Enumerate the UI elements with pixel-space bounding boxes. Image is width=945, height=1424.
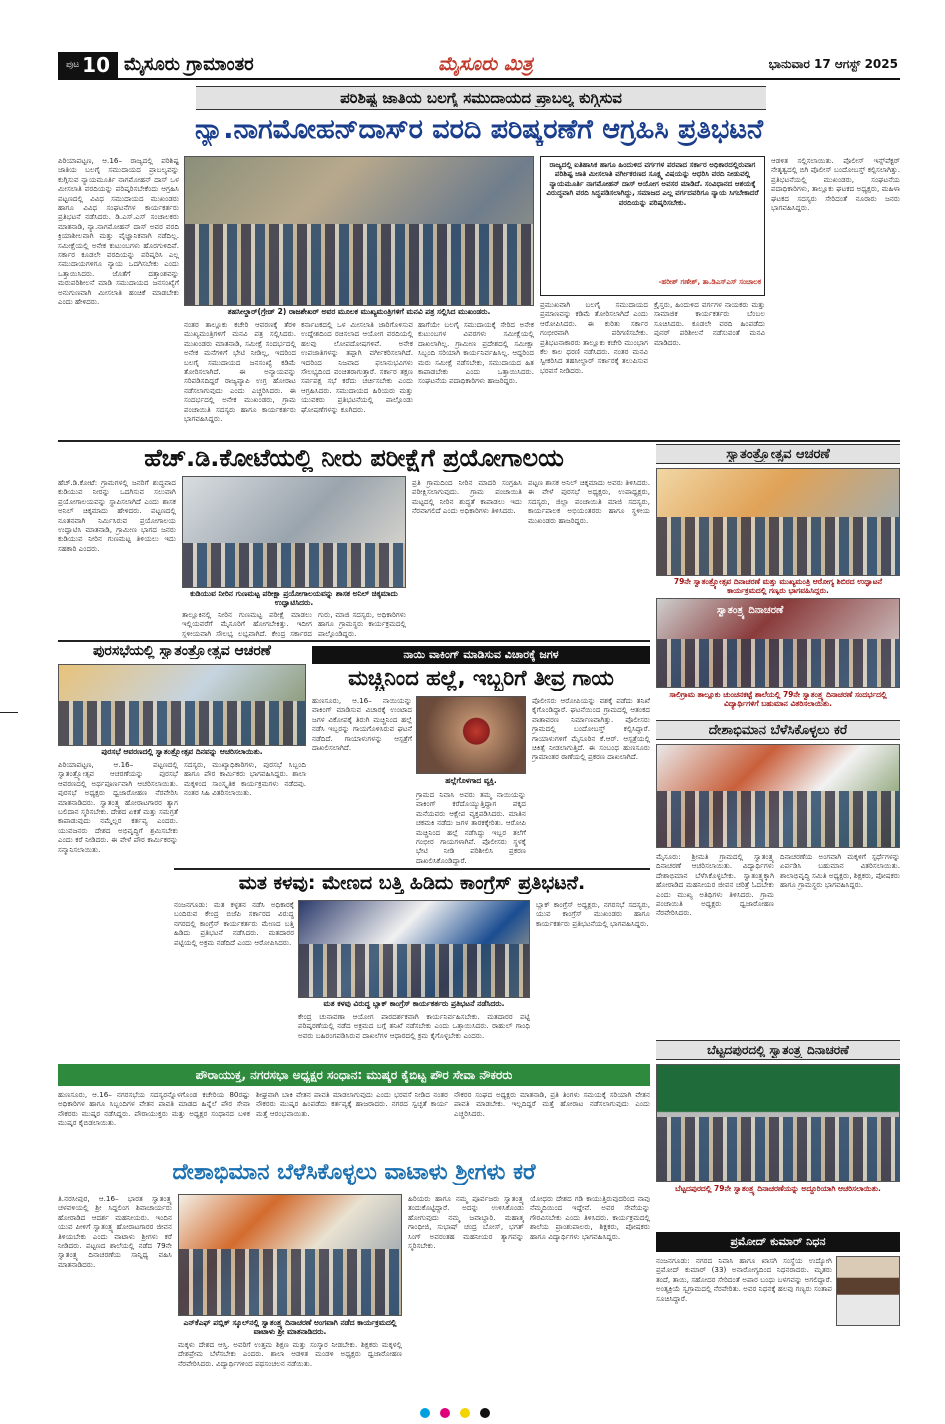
masthead [58, 50, 900, 80]
lab-photo [182, 476, 406, 588]
civic-headline: ಪೌರಾಯುಕ್ತ, ನಗರಸಭಾ ಅಧ್ಯಕ್ಷರ ಸಂಧಾನ: ಮುಷ್ಕರ ಕೈಬಿಟ್ಟ ಪೌರ ಸೇವಾ ನೌಕರರು [195, 1067, 513, 1082]
municipal-col-2: ಸದಸ್ಯರು, ಮುಖ್ಯಾಧಿಕಾರಿಗಳು, ಪುರಸಭೆ ಸಿಬ್ಬಂದಿ ಹಾಗೂ ಪೌರ ಕಾರ್ಮಿಕರು ಭಾಗವಹಿಸಿದ್ದರು. ಶಾಲಾ ಮಕ್ಕಳಿಂದ ಸಾಂಸ್ಕೃತಿಕ ಕಾರ್ಯಕ್ರಮಗಳು ನಡೆದವು. ನಂತರ ಸಿಹಿ ವಿತರಿಸಲಾಯಿತು. [184, 760, 306, 798]
lead-photo [184, 156, 534, 306]
deshabhimana-col-1: ಮೈಸೂರು: ಶ್ರೀಮತಿ ಗ್ರಾಮದಲ್ಲಿ ಸ್ವಾತಂತ್ರ್ಯ ದಿನಾಚರಣೆ ಆಚರಿಸಲಾಯಿತು. ವಿದ್ಯಾರ್ಥಿಗಳು ದೇಶಾಭಿಮಾನ ಬೆಳೆಸಿಕೊಳ್ಳಬೇಕು. ಸ್ವಾತಂತ್ರ್ಯಕ್ಕಾಗಿ ಹೋರಾಡಿದ ಮಹನೀಯರ ಜೀವನ ಚರಿತ್ರೆ ಓದಬೇಕು ಎಂದು ಮುಖ್ಯ ಅತಿಥಿಗಳು ತಿಳಿಸಿದರು. ಗ್ರಾಮ ಪಂಚಾಯಿತಿ ಅಧ್ಯಕ್ಷರು ಧ್ವಜಾರೋಹಣ ನೆರವೇರಿಸಿದರು. [656, 852, 774, 918]
lab-col-2: ತಾಲ್ಲೂಕಿನಲ್ಲಿ ನೀರಿನ ಗುಣಮಟ್ಟ ಪರೀಕ್ಷೆ ಮಾಡಲು ಇಲ್ಲಿಯವರೆಗೆ ಮೈಸೂರಿಗೆ ಹೋಗಬೇಕಿತ್ತು. ಇದೀಗ ಸ್ಥಳೀಯವಾಗಿ ಸೌಲಭ್ಯ ಲಭ್ಯವಾಗಿದೆ. ಕೇಂದ್ರ ಸರ್ಕಾರದ [182, 610, 312, 638]
theft-col-1: ನಂಜನಗೂಡು: ಮತ ಕಳ್ಳತನ ನಡೆಸಿ ಅಧಿಕಾರಕ್ಕೆ ಬಂದಿರುವ ಕೇಂದ್ರ ಬಿಜೆಪಿ ಸರ್ಕಾರದ ವಿರುದ್ಧ ನಗರದಲ್ಲಿ ಕಾಂಗ್ರೆಸ್ ಕಾರ್ಯಕರ್ತರು ಮೇಣದ ಬತ್ತಿ ಹಿಡಿದು ಪ್ರತಿಭಟನೆ ನಡೆಸಿದರು. ಮತದಾರರ ಪಟ್ಟಿಯಲ್ಲಿ ಅಕ್ರಮ ನಡೆದಿದೆ ಎಂದು ಆರೋಪಿಸಿದರು. [174, 900, 294, 947]
deshabhimana-col-2: ದಿನಾಚರಣೆಯ ಅಂಗವಾಗಿ ಮಕ್ಕಳಿಗೆ ಸ್ಪರ್ಧೆಗಳನ್ನು ಏರ್ಪಡಿಸಿ ಬಹುಮಾನ ವಿತರಿಸಲಾಯಿತು. ಶಾಲಾಭಿವೃದ್ಧಿ ಸಮಿತಿ ಅಧ್ಯಕ್ಷರು, ಶಿಕ್ಷಕರು, ಪೋಷಕರು ಹಾಗೂ ಗ್ರಾಮಸ್ಥರು ಭಾಗವಹಿಸಿದ್ದರು. [780, 852, 900, 890]
municipal-caption: ಪುರಸಭೆ ಆವರಣದಲ್ಲಿ ಸ್ವಾತಂತ್ರ್ಯೋತ್ಸವ ದಿನವನ್ನು ಆಚರಿಸಲಾಯಿತು. [101, 747, 263, 756]
theft-col-2: ಕೇಂದ್ರ ಚುನಾವಣಾ ಆಯೋಗ ಪಾರದರ್ಶಕವಾಗಿ ಕಾರ್ಯನಿರ್ವಹಿಸಬೇಕು. ಮತದಾರರ ಪಟ್ಟಿ ಪರಿಷ್ಕರಣೆಯಲ್ಲಿ ನಡೆದ ಅಕ್ರಮದ ಬಗ್ಗೆ ತನಿಖೆ ನಡೆಸಬೇಕು ಎಂದು ಒತ್ತಾಯಿಸಿದರು. ರಾಹುಲ್ ಗಾಂಧಿ ಅವರು ಬಹಿರಂಗಪಡಿಸಿರುವ ದಾಖಲೆಗಳ ಆಧಾರದಲ್ಲಿ ಕ್ರಮ ಕೈಗೊಳ್ಳಬೇಕು ಎಂದರು. [298, 1012, 530, 1040]
municipal-photo [58, 664, 306, 746]
deshabhimana-header: ದೇಶಾಭಿಮಾನ ಬೆಳೆಸಿಕೊಳ್ಳಲು ಕರೆ [708, 722, 848, 738]
theft-headline: ಮತ ಕಳವು: ಮೇಣದ ಬತ್ತಿ ಹಿಡಿದು ಕಾಂಗ್ರೆಸ್ ಪ್ರತಿಭಟನೆ. [238, 872, 586, 894]
lead-col-7: ಆಡಳಿತ ಸಲ್ಲಿಸಲಾಯಿತು. ಪೊಲೀಸ್ ಇನ್ಸ್‌ಪೆಕ್ಟರ್ ನೇತೃತ್ವದಲ್ಲಿ ಬಿಗಿ ಪೊಲೀಸ್ ಬಂದೋಬಸ್ತ್ ಕಲ್ಪಿಸಲಾಗಿತ್ತು. ಪ್ರತಿಭಟನೆಯಲ್ಲಿ ಮುಖಂಡರು, ಸಂಘಟನೆಯ ಪದಾಧಿಕಾರಿಗಳು, ತಾಲ್ಲೂಕು ಘಟಕದ ಅಧ್ಯಕ್ಷರು, ಮಹಿಳಾ ಘಟಕದ ಸದಸ್ಯರು ಸೇರಿದಂತೆ ನೂರಾರು ಜನರು ಭಾಗವಹಿಸಿದ್ದರು. [771, 156, 900, 213]
trim-mark [0, 712, 18, 713]
page-number-box [58, 52, 118, 78]
municipal-headline: ಪುರಸಭೆಯಲ್ಲಿ ಸ್ವಾತಂತ್ರ್ಯೋತ್ಸವ ಆಚರಣೆ [93, 643, 271, 659]
lab-photo-caption: ಕುಡಿಯುವ ನೀರಿನ ಗುಣಮಟ್ಟ ಪರೀಕ್ಷಾ ಪ್ರಯೋಗಾಲಯವನ್ನು ಶಾಸಕ ಅನಿಲ್ ಚಿಕ್ಕಮಾದು ಉದ್ಘಾಟಿಸಿದರು. [190, 589, 398, 607]
lead-col-2: ನಂತರ ತಾಲ್ಲೂಕು ಕಚೇರಿ ಆವರಣಕ್ಕೆ ತೆರಳಿ ಮುಖ್ಯಮಂತ್ರಿಗಳಿಗೆ ಮನವಿ ಪತ್ರ ಸಲ್ಲಿಸಿದರು. ಮುಖಂಡರು ಮಾತನಾಡಿ, ಸಮೀಕ್ಷೆ ಸಂದರ್ಭದಲ್ಲಿ ಅನೇಕ ಮನೆಗಳಿಗೆ ಭೇಟಿ ನೀಡಿಲ್ಲ, ಇದರಿಂದ ಬಲಗೈ ಸಮುದಾಯದ ಜನಸಂಖ್ಯೆ ಕಡಿಮೆ ತೋರಿಸಲಾಗಿದೆ. ಈ ಅನ್ಯಾಯವನ್ನು ಸರಿಪಡಿಸದಿದ್ದರೆ ರಾಜ್ಯವ್ಯಾಪಿ ಉಗ್ರ ಹೋರಾಟ ನಡೆಸಲಾಗುವುದು ಎಂದು ಎಚ್ಚರಿಸಿದರು. ಈ ಸಂದರ್ಭದಲ್ಲಿ ಅನೇಕ ಮುಖಂಡರು, ಗ್ರಾಮ ಪಂಚಾಯಿತಿ ಸದಸ್ಯರು ಹಾಗೂ ಕಾರ್ಯಕರ್ತರು ಭಾಗವಹಿಸಿದ್ದರು. [184, 320, 296, 424]
assault-photo [416, 696, 526, 774]
bottom-headline: ದೇಶಾಭಿಮಾನ ಬೆಳೆಸಿಕೊಳ್ಳಲು ವಾಟಾಳು ಶ್ರೀಗಳು ಕರೆ [172, 1160, 536, 1185]
civic-col-3: ನೌಕರರ ಸಂಘದ ಅಧ್ಯಕ್ಷರು ಮಾತನಾಡಿ, ಪ್ರತಿ ತಿಂಗಳು ಸಮಯಕ್ಕೆ ಸರಿಯಾಗಿ ವೇತನ ಪಾವತಿ ಮಾಡಬೇಕು. ಇಲ್ಲದಿದ್ದರೆ ಮತ್ತೆ ಹೋರಾಟ ನಡೆಸಲಾಗುವುದು ಎಂದು ಎಚ್ಚರಿಸಿದರು. [454, 1090, 650, 1118]
lab-headline: ಹೆಚ್.ಡಿ.ಕೋಟೆಯಲ್ಲಿ ನೀರು ಪರೀಕ್ಷೆಗೆ ಪ್ರಯೋಗಾಲಯ [144, 444, 564, 472]
registration-mark-magenta [440, 1408, 450, 1418]
page-label: ಪುಟ [65, 60, 80, 70]
independence-photo-1 [656, 468, 900, 576]
civic-col-1: ಹುಣಸೂರು, ಆ.16– ನಗರಸಭೆಯ ಸದಸ್ಯರನ್ನೊಳಗೊಂಡ ಕಚೇರಿಯ 80ರಷ್ಟು ಅಧಿಕಾರಿಗಳ ಹಾಗೂ ಸಿಬ್ಬಂದಿಗಳ ವೇತನ ಪಾವತಿ ಮಾಡದ ಹಿನ್ನೆಲೆ ಪೌರ ಸೇವಾ ನೌಕರರು ಮುಷ್ಕರ ನಡೆಸಿದ್ದರು. ಪೌರಾಯುಕ್ತರು ಮತ್ತು ಅಧ್ಯಕ್ಷರ ಸಂಧಾನದ ಬಳಿಕ ಮುಷ್ಕರ ಕೈಬಿಡಲಾಯಿತು. [58, 1090, 250, 1128]
theft-photo [298, 900, 530, 998]
obituary-header-band [656, 1232, 900, 1252]
lead-kicker: ಪರಿಶಿಷ್ಟ ಜಾತಿಯ ಬಲಗೈ ಸಮುದಾಯದ ಪ್ರಾಬಲ್ಯ ಕುಗ್ಗಿಸುವ [340, 89, 622, 107]
lab-col-1: ಹೆಚ್.ಡಿ.ಕೋಟೆ: ಗ್ರಾಮಗಳಲ್ಲಿ ಜನರಿಗೆ ಶುದ್ಧವಾದ ಕುಡಿಯುವ ನೀರನ್ನು ಒದಗಿಸುವ ಸಲುವಾಗಿ ಪ್ರಯೋಗಾಲಯವನ್ನು ಸ್ಥಾಪಿಸಲಾಗಿದೆ ಎಂದು ಶಾಸಕ ಅನಿಲ್ ಚಿಕ್ಕಮಾದು ಹೇಳಿದರು. ಪಟ್ಟಣದಲ್ಲಿ ನೂತನವಾಗಿ ನಿರ್ಮಿಸಿರುವ ಪ್ರಯೋಗಾಲಯ ಉದ್ಘಾಟಿಸಿ ಮಾತನಾಡಿ, ಗ್ರಾಮೀಣ ಭಾಗದ ಜನರು ಕುಡಿಯುವ ನೀರಿನ ಗುಣಮಟ್ಟ ತಿಳಿಯಲು ಇದು ಸಹಕಾರಿ ಎಂದರು. [58, 478, 176, 553]
deshabhimana-photo [656, 744, 900, 848]
lead-col-6: ಕ್ರೈಸ್ತರು, ಹಿಂದುಳಿದ ವರ್ಗಗಳ ನಾಯಕರು ಮತ್ತು ಸಾಮಾಜಿಕ ಕಾರ್ಯಕರ್ತರು ಬೆಂಬಲ ಸೂಚಿಸಿದರು. ಕೂಡಲೇ ವರದಿ ಹಿಂಪಡೆದು ಪುನರ್ ಪರಿಶೀಲನೆ ನಡೆಸುವಂತೆ ಮನವಿ ಮಾಡಿದರು. [654, 300, 765, 347]
lead-quote-box [540, 156, 765, 296]
independence-header: ಸ್ವಾತಂತ್ರ್ಯೋತ್ಸವ ಆಚರಣೆ [726, 446, 830, 462]
banner-text: ಸ್ವಾತಂತ್ರ್ಯ ದಿನಾಚರಣೆ [717, 605, 784, 616]
bettada-caption: ಬೆಟ್ಟದಪುರದಲ್ಲಿ 79ನೇ ಸ್ವಾತಂತ್ರ್ಯ ದಿನಾಚರಣೆಯನ್ನು ಅದ್ದೂರಿಯಾಗಿ ಆಚರಿಸಲಾಯಿತು. [675, 1184, 881, 1193]
lead-headline: ನ್ಯಾ.ನಾಗಮೋಹನ್‌ದಾಸ್‌ರ ವರದಿ ಪರಿಷ್ಕರಣೆಗೆ ಆಗ್ರಹಿಸಿ ಪ್ರತಿಭಟನೆ [194, 114, 764, 145]
bottom-col-4: ಯೋಧರು ದೇಶದ ಗಡಿ ಕಾಯುತ್ತಿರುವುದರಿಂದ ನಾವು ನೆಮ್ಮದಿಯಿಂದ ಇದ್ದೇವೆ. ಅವರ ಸೇವೆಯನ್ನು ಗೌರವಿಸಬೇಕು ಎಂದು ತಿಳಿಸಿದರು. ಕಾರ್ಯಕ್ರಮದಲ್ಲಿ ಶಾಲೆಯ ಪ್ರಾಂಶುಪಾಲರು, ಶಿಕ್ಷಕರು, ಪೋಷಕರು ಹಾಗೂ ವಿದ್ಯಾರ್ಥಿಗಳು ಭಾಗವಹಿಸಿದ್ದರು. [530, 1194, 650, 1241]
bottom-col-1: ತಿ.ನರಸೀಪುರ, ಆ.16– ಭಾರತ ಸ್ವಾತಂತ್ರ್ಯ ಚಳವಳಿಯಲ್ಲಿ ಶ್ರೀ ಸಿದ್ದಲಿಂಗ ಶಿವಾಚಾರ್ಯರು ಹೋರಾಡಿದ ಆದರ್ಶ ಮಹನೀಯರು. ಇಂದಿನ ಯುವ ಪೀಳಿಗೆ ಸ್ವಾತಂತ್ರ್ಯ ಹೋರಾಟಗಾರರ ಜೀವನ ತಿಳಿಯಬೇಕು ಎಂದು ವಾಟಾಳು ಶ್ರೀಗಳು ಕರೆ ನೀಡಿದರು. ಪಟ್ಟಣದ ಶಾಲೆಯಲ್ಲಿ ನಡೆದ 79ನೇ ಸ್ವಾತಂತ್ರ್ಯ ದಿನಾಚರಣೆಯ ಸಾನ್ನಿಧ್ಯ ವಹಿಸಿ ಮಾತನಾಡಿದರು. [58, 1194, 172, 1269]
theft-col-3: ಬ್ಲಾಕ್ ಕಾಂಗ್ರೆಸ್ ಅಧ್ಯಕ್ಷರು, ನಗರಸಭೆ ಸದಸ್ಯರು, ಯುವ ಕಾಂಗ್ರೆಸ್ ಮುಖಂಡರು ಹಾಗೂ ಕಾರ್ಯಕರ್ತರು ಪ್ರತಿಭಟನೆಯಲ್ಲಿ ಭಾಗವಹಿಸಿದ್ದರು. [536, 900, 650, 928]
lead-col-4: ಹಾಗೆಯೇ ಬಲಗೈ ಸಮುದಾಯಕ್ಕೆ ಸೇರಿದ ಅನೇಕ ಕುಟುಂಬಗಳ ವಿವರಗಳು ಸಮೀಕ್ಷೆಯಲ್ಲಿ ದಾಖಲಾಗಿಲ್ಲ. ಗ್ರಾಮೀಣ ಪ್ರದೇಶದಲ್ಲಿ ಸಮೀಕ್ಷಾ ಸಿಬ್ಬಂದಿ ಸರಿಯಾಗಿ ಕಾರ್ಯನಿರ್ವಹಿಸಿಲ್ಲ. ಆದ್ದರಿಂದ ಮರು ಸಮೀಕ್ಷೆ ನಡೆಸಬೇಕು, ಸಮುದಾಯದ ಹಿತ ಕಾಪಾಡಬೇಕು ಎಂದು ಒತ್ತಾಯಿಸಿದರು. ಸಂಘಟನೆಯ ಪದಾಧಿಕಾರಿಗಳು ಹಾಜರಿದ್ದರು. [418, 320, 534, 386]
independence-caption-1: 79ನೇ ಸ್ವಾತಂತ್ರ್ಯೋತ್ಸವ ದಿನಾಚರಣೆ ಮತ್ತು ಮುಖ್ಯಮಂತ್ರಿ ಆರೋಗ್ಯ ಶಿಬಿರದ ಉದ್ಘಾಟನೆ ಕಾರ್ಯಕ್ರಮದಲ್ಲಿ ಗಣ್ಯರು ಭಾಗವಹಿಸಿದ್ದರು. [673, 577, 883, 595]
lead-quote-author: -ಹರೀಶ್ ಗಣೇಶ್, ತಾ.ಡಿಎಸ್‌ಎಸ್ ಸಂಚಾಲಕ [658, 278, 761, 286]
assault-col-1: ಹುಣಸೂರು, ಆ.16– ನಾಯಿಯನ್ನು ವಾಕಿಂಗ್ ಮಾಡಿಸುವ ವಿಚಾರಕ್ಕೆ ಉಂಟಾದ ಜಗಳ ವಿಕೋಪಕ್ಕೆ ತಿರುಗಿ ಮಚ್ಚಿನಿಂದ ಹಲ್ಲೆ ನಡೆಸಿ ಇಬ್ಬರನ್ನು ಗಾಯಗೊಳಿಸಿರುವ ಘಟನೆ ನಡೆದಿದೆ. ಗಾಯಾಳುಗಳನ್ನು ಆಸ್ಪತ್ರೆಗೆ ದಾಖಲಿಸಲಾಗಿದೆ. [312, 696, 412, 753]
registration-mark-cyan [420, 1408, 430, 1418]
paper-name: ಮೈಸೂರು ಮಿತ್ರ [438, 53, 533, 75]
theft-caption: ಮತ ಕಳವು ವಿರುದ್ಧ ಬ್ಲಾಕ್ ಕಾಂಗ್ರೆಸ್ ಕಾರ್ಯಕರ್ತರು ಪ್ರತಿಭಟನೆ ನಡೆಸಿದರು. [323, 999, 505, 1008]
municipal-col-1: ಪಿರಿಯಾಪಟ್ಟಣ, ಆ.16– ಪಟ್ಟಣದಲ್ಲಿ ಸ್ವಾತಂತ್ರ್ಯೋತ್ಸವ ಆಚರಣೆಯನ್ನು ಪುರಸಭೆ ಆವರಣದಲ್ಲಿ ಅರ್ಥಪೂರ್ಣವಾಗಿ ಆಚರಿಸಲಾಯಿತು. ಪುರಸಭೆ ಅಧ್ಯಕ್ಷರು ಧ್ವಜಾರೋಹಣ ನೆರವೇರಿಸಿ ಮಾತನಾಡಿದರು. ಸ್ವಾತಂತ್ರ್ಯ ಹೋರಾಟಗಾರರ ತ್ಯಾಗ ಬಲಿದಾನ ಸ್ಮರಿಸಬೇಕು. ದೇಶದ ಏಕತೆ ಮತ್ತು ಸಮಗ್ರತೆ ಕಾಪಾಡುವುದು ನಮ್ಮೆಲ್ಲರ ಕರ್ತವ್ಯ ಎಂದರು. ಯುವಜನರು ದೇಶದ ಅಭಿವೃದ್ಧಿಗೆ ಶ್ರಮಿಸಬೇಕು ಎಂದು ಕರೆ ನೀಡಿದರು. ಈ ವೇಳೆ ಪೌರ ಕಾರ್ಮಿಕರನ್ನು ಸನ್ಮಾನಿಸಲಾಯಿತು. [58, 760, 178, 854]
issue-date: ಭಾನುವಾರ 17 ಆಗಸ್ಟ್ 2025 [768, 57, 898, 71]
independence-header-band [656, 444, 900, 464]
assault-kicker: ನಾಯಿ ವಾಕಿಂಗ್ ಮಾಡಿಸುವ ವಿಚಾರಕ್ಕೆ ಜಗಳ [403, 648, 559, 661]
obituary-text: ನಂಜನಗೂಡು: ನಗರದ ನಿವಾಸಿ ಹಾಗೂ ಖಾಸಗಿ ಸಂಸ್ಥೆಯ ಉದ್ಯೋಗಿ ಪ್ರಮೋದ್ ಕುಮಾರ್ (33) ಅನಾರೋಗ್ಯದಿಂದ ನಿಧನರಾದರು. ಮೃತರು ತಂದೆ, ತಾಯಿ, ಸಹೋದರ ಸೇರಿದಂತೆ ಅಪಾರ ಬಂಧು ಬಳಗವನ್ನು ಅಗಲಿದ್ದಾರೆ. ಅಂತ್ಯಕ್ರಿಯೆ ಸ್ವಗ್ರಾಮದಲ್ಲಿ ನೆರವೇರಿತು. ಅವರ ನಿಧನಕ್ಕೆ ಹಲವು ಗಣ್ಯರು ಸಂತಾಪ ಸೂಚಿಸಿದ್ದಾರೆ. [656, 1256, 832, 1303]
section-title: ಮೈಸೂರು ಗ್ರಾಮಾಂತರ [124, 54, 254, 75]
lead-col-1: ಪಿರಿಯಾಪಟ್ಟಣ, ಆ.16– ರಾಜ್ಯದಲ್ಲಿ ಪರಿಶಿಷ್ಟ ಜಾತಿಯ ಬಲಗೈ ಸಮುದಾಯದ ಪ್ರಾಬಲ್ಯವನ್ನು ಕುಗ್ಗಿಸುವ ನ್ಯಾಯಮೂರ್ತಿ ನಾಗಮೋಹನ್ ದಾಸ್ ಒಳ ಮೀಸಲಾತಿ ವರದಿಯನ್ನು ಪರಿಷ್ಕರಿಸಬೇಕೆಂದು ಆಗ್ರಹಿಸಿ ಪಟ್ಟಣದಲ್ಲಿ ವಿವಿಧ ಸಮುದಾಯದ ಮುಖಂಡರು ಹಾಗೂ ವಿವಿಧ ಸಂಘಟನೆಗಳ ಕಾರ್ಯಕರ್ತರು ಪ್ರತಿಭಟನೆ ನಡೆಸಿದರು. ಡಿ.ಎಸ್.ಎಸ್ ಸಂಚಾಲಕರು ಮಾತನಾಡಿ, ನ್ಯಾ.ನಾಗಮೋಹನ್ ದಾಸ್ ಅವರ ವರದಿ ಕ್ರಿಯಾಶೀಲವಾಗಿ ಮತ್ತು ವೈಜ್ಞಾನಿಕವಾಗಿ ನಡೆದಿಲ್ಲ. ಸಮೀಕ್ಷೆಯಲ್ಲಿ ಅನೇಕ ಕುಟುಂಬಗಳು ಹೊರಗುಳಿದಿವೆ. ಸರ್ಕಾರ ಕೂಡಲೇ ವರದಿಯನ್ನು ಪರಿಷ್ಕರಿಸಿ ಎಲ್ಲ ಸಮುದಾಯಗಳಿಗೂ ನ್ಯಾಯ ಒದಗಿಸಬೇಕು ಎಂದು ಒತ್ತಾಯಿಸಿದರು. ಜೊತೆಗೆ ದತ್ತಾಂಶವನ್ನು ಮರುಪರಿಶೀಲನೆ ಮಾಡಿ ಸಮುದಾಯದ ಜನಸಂಖ್ಯೆಗೆ ಅನುಗುಣವಾಗಿ ಮೀಸಲಾತಿ ಹಂಚಿಕೆ ಮಾಡಬೇಕು ಎಂದು ಹೇಳಿದರು. [58, 156, 179, 307]
lead-kicker-band [196, 86, 766, 110]
obituary-portrait [836, 1256, 900, 1326]
divider [58, 640, 650, 642]
registration-mark-black [480, 1408, 490, 1418]
assault-col-3: ಪೊಲೀಸರು ಆರೋಪಿಯನ್ನು ವಶಕ್ಕೆ ಪಡೆದು ತನಿಖೆ ಕೈಗೊಂಡಿದ್ದಾರೆ. ಘಟನೆಯಿಂದ ಗ್ರಾಮದಲ್ಲಿ ಆತಂಕದ ವಾತಾವರಣ ನಿರ್ಮಾಣವಾಗಿತ್ತು. ಪೊಲೀಸರು ಗ್ರಾಮದಲ್ಲಿ ಬಂದೋಬಸ್ತ್ ಕಲ್ಪಿಸಿದ್ದಾರೆ. ಗಾಯಾಳುಗಳಿಗೆ ಮೈಸೂರಿನ ಕೆ.ಆರ್. ಆಸ್ಪತ್ರೆಯಲ್ಲಿ ಚಿಕಿತ್ಸೆ ನೀಡಲಾಗುತ್ತಿದೆ. ಈ ಸಂಬಂಧ ಹುಣಸೂರು ಗ್ರಾಮಾಂತರ ಠಾಣೆಯಲ್ಲಿ ಪ್ರಕರಣ ದಾಖಲಾಗಿದೆ. [532, 696, 650, 762]
divider [174, 868, 650, 870]
lab-col-5: ಪಟ್ಟಣ ಶಾಸಕ ಅನಿಲ್ ಚಿಕ್ಕಮಾದು ಅವರು ತಿಳಿಸಿದರು. ಈ ವೇಳೆ ಪುರಸಭೆ ಅಧ್ಯಕ್ಷರು, ಉಪಾಧ್ಯಕ್ಷರು, ಸದಸ್ಯರು, ಜಿಲ್ಲಾ ಪಂಚಾಯಿತಿ ಮಾಜಿ ಸದಸ್ಯರು, ಕಾರ್ಯಪಾಲಕ ಅಭಿಯಂತರರು ಹಾಗೂ ಸ್ಥಳೀಯ ಮುಖಂಡರು ಹಾಜರಿದ್ದರು. [528, 478, 650, 525]
bottom-col-2: ಮಕ್ಕಳು ದೇಶದ ಆಸ್ತಿ. ಅವರಿಗೆ ಉತ್ತಮ ಶಿಕ್ಷಣ ಮತ್ತು ಸಂಸ್ಕಾರ ನೀಡಬೇಕು. ಶಿಕ್ಷಕರು ಮಕ್ಕಳಲ್ಲಿ ದೇಶಪ್ರೇಮ ಬೆಳೆಸಬೇಕು ಎಂದರು. ಶಾಲಾ ಆಡಳಿತ ಮಂಡಳಿ ಅಧ್ಯಕ್ಷರು ಧ್ವಜಾರೋಹಣ ನೆರವೇರಿಸಿದರು. ವಿದ್ಯಾರ್ಥಿಗಳಿಂದ ಪಥಸಂಚಲನ ನಡೆಯಿತು. [178, 1340, 402, 1368]
lab-col-4: ಪ್ರತಿ ಗ್ರಾಮದಿಂದ ನೀರಿನ ಮಾದರಿ ಸಂಗ್ರಹಿಸಿ ಪರೀಕ್ಷಿಸಲಾಗುವುದು. ಗ್ರಾಮ ಪಂಚಾಯಿತಿ ಮಟ್ಟದಲ್ಲಿ ನೀರಿನ ಶುದ್ಧತೆ ಕಾಪಾಡಲು ಇದು ನೆರವಾಗಲಿದೆ ಎಂದು ಅಧಿಕಾರಿಗಳು ತಿಳಿಸಿದರು. [412, 478, 522, 516]
registration-mark-yellow [460, 1408, 470, 1418]
bettada-header: ಬೆಟ್ಟದಪುರದಲ್ಲಿ ಸ್ವಾತಂತ್ರ್ಯ ದಿನಾಚರಣೆ [707, 1042, 849, 1057]
independence-photo-2 [656, 598, 900, 688]
lead-col-3: ಕರ್ನಾಟಕದಲ್ಲಿ ಒಳ ಮೀಸಲಾತಿ ಜಾರಿಗೊಳಿಸುವ ಉದ್ದೇಶದಿಂದ ರಚಿಸಲಾದ ಆಯೋಗ ವರದಿಯಲ್ಲಿ ಹಲವು ಲೋಪದೋಷಗಳಿವೆ. ಅನೇಕ ಉಪಜಾತಿಗಳನ್ನು ತಪ್ಪಾಗಿ ವರ್ಗೀಕರಿಸಲಾಗಿದೆ. ಇದರಿಂದ ನಿಜವಾದ ಫಲಾನುಭವಿಗಳು ಸೌಲಭ್ಯದಿಂದ ವಂಚಿತರಾಗುತ್ತಾರೆ. ಸರ್ಕಾರ ತಕ್ಷಣ ಸರ್ವಪಕ್ಷ ಸಭೆ ಕರೆದು ಚರ್ಚಿಸಬೇಕು ಎಂದು ಆಗ್ರಹಿಸಿದರು. ಸಮುದಾಯದ ಹಿರಿಯರು ಮತ್ತು ಯುವಕರು ಪ್ರತಿಭಟನೆಯಲ್ಲಿ ಪಾಲ್ಗೊಂಡು ಘೋಷಣೆಗಳನ್ನು ಕೂಗಿದರು. [301, 320, 413, 414]
bettada-photo [656, 1064, 900, 1182]
page-number: 10 [82, 53, 111, 77]
independence-caption-2: ಸಾಲಿಗ್ರಾಮ ತಾಲ್ಲೂಕು ಚುಂಚನಕಟ್ಟೆ ಶಾಲೆಯಲ್ಲಿ 79ನೇ ಸ್ವಾತಂತ್ರ್ಯ ದಿನಾಚರಣೆ ಸಂದರ್ಭದಲ್ಲಿ ವಿದ್ಯಾರ್ಥಿಗಳಿಗೆ ಬಹುಮಾನ ವಿತರಿಸಲಾಯಿತು. [669, 690, 887, 708]
assault-col-2: ಗ್ರಾಮದ ನಿವಾಸಿ ಅವರು ತಮ್ಮ ನಾಯಿಯನ್ನು ವಾಕಿಂಗ್ ಕರೆದೊಯ್ಯುತ್ತಿದ್ದಾಗ ಪಕ್ಕದ ಮನೆಯವರು ಆಕ್ಷೇಪ ವ್ಯಕ್ತಪಡಿಸಿದರು. ಮಾತಿನ ಚಕಮಕಿ ನಡೆದು ಜಗಳ ತಾರಕಕ್ಕೇರಿತು. ಆರೋಪಿ ಮಚ್ಚಿನಿಂದ ಹಲ್ಲೆ ನಡೆಸಿದ್ದು ಇಬ್ಬರ ತಲೆಗೆ ಗಂಭೀರ ಗಾಯಗಳಾಗಿವೆ. ಪೊಲೀಸರು ಸ್ಥಳಕ್ಕೆ ಭೇಟಿ ನೀಡಿ ಪರಿಶೀಲಿಸಿ ಪ್ರಕರಣ ದಾಖಲಿಸಿಕೊಂಡಿದ್ದಾರೆ. [416, 790, 526, 865]
obituary-header: ಪ್ರಮೋದ್ ಕುಮಾರ್ ನಿಧನ [730, 1235, 826, 1248]
civic-col-2: ಶೀಘ್ರವಾಗಿ ಬಾಕಿ ವೇತನ ಪಾವತಿ ಮಾಡಲಾಗುವುದು ಎಂದು ಭರವಸೆ ನೀಡಿದ ನಂತರ ನೌಕರರು ಮುಷ್ಕರ ಹಿಂಪಡೆದು ಕರ್ತವ್ಯಕ್ಕೆ ಹಾಜರಾದರು. ನಗರದ ಸ್ವಚ್ಛತೆ ಕಾರ್ಯ ಮತ್ತೆ ಆರಂಭವಾಯಿತು. [256, 1090, 448, 1118]
civic-headline-band [58, 1064, 650, 1086]
assault-headline: ಮಚ್ಚಿನಿಂದ ಹಲ್ಲೆ, ಇಬ್ಬರಿಗೆ ತೀವ್ರ ಗಾಯ [348, 666, 614, 690]
bottom-caption: ಎನ್‌ಕೆಎಫ್ ಪಬ್ಲಿಕ್ ಸ್ಕೂಲ್‌ನಲ್ಲಿ ಸ್ವಾತಂತ್ರ್ಯ ದಿನಾಚರಣೆ ಅಂಗವಾಗಿ ನಡೆದ ಕಾರ್ಯಕ್ರಮದಲ್ಲಿ ವಾಟಾಳು ಶ್ರೀ ಮಾತನಾಡಿದರು. [183, 1318, 397, 1336]
bottom-col-3: ಹಿರಿಯರು ಹಾಗೂ ನಮ್ಮ ಪೂರ್ವಜರು ಸ್ವಾತಂತ್ರ್ಯ ತಂದುಕೊಟ್ಟಿದ್ದಾರೆ. ಅದನ್ನು ಉಳಿಸಿಕೊಂಡು ಹೋಗುವುದು ನಮ್ಮ ಜವಾಬ್ದಾರಿ. ಮಹಾತ್ಮ ಗಾಂಧೀಜಿ, ಸುಭಾಷ್ ಚಂದ್ರ ಬೋಸ್, ಭಗತ್ ಸಿಂಗ್ ಅವರಂತಹ ಮಹನೀಯರ ತ್ಯಾಗವನ್ನು ಸ್ಮರಿಸಬೇಕು. [408, 1194, 524, 1251]
bottom-photo [178, 1194, 402, 1316]
deshabhimana-header-band [656, 720, 900, 740]
bettada-header-band [656, 1040, 900, 1060]
lead-photo-caption: ತಹಸೀಲ್ದಾರ್(ಗ್ರೇಡ್ 2) ರಾಜಶೇಖರ್ ಅವರ ಮೂಲಕ ಮುಖ್ಯಮಂತ್ರಿಗಳಿಗೆ ಮನವಿ ಪತ್ರ ಸಲ್ಲಿಸಿದ ಮುಖಂಡರು. [227, 307, 491, 316]
lead-quote-text: ರಾಜ್ಯದಲ್ಲಿ ಐತಿಹಾಸಿಕ ಹಾಗೂ ಹಿಂದುಳಿದ ವರ್ಗಗಳ ಪರವಾದ ಸರ್ಕಾರ ಅಧಿಕಾರದಲ್ಲಿರುವಾಗ ಪರಿಶಿಷ್ಟ ಜಾತಿ ಮೀಸಲಾತಿ ವರ್ಗೀಕರಣದ ಸೂಕ್ಷ್ಮ ವಿಷಯನ್ನು ಆಧರಿಸಿ ವರದಿ ನೀಡುವಲ್ಲಿ ನ್ಯಾಯಮೂರ್ತಿ ನಾಗಮೋಹನ್ ದಾಸ್ ಆಯೋಗ ಅವಸರ ಮಾಡಿದೆ. ಸಂವಿಧಾನದ ಆಶಯಕ್ಕೆ ವಿರುದ್ಧವಾಗಿ ವರದಿ ಸಿದ್ಧಪಡಿಸಲಾಗಿದ್ದು, ಸಮಾಜದ ಎಲ್ಲ ವರ್ಗದವರಿಗೂ ನ್ಯಾಯ ಸಿಗಬೇಕಾದರೆ ವರದಿಯನ್ನು ಪರಿಷ್ಕರಿಸಬೇಕು. [546, 160, 759, 207]
lab-col-3: ಗುರು, ಮಾಜಿ ಸದಸ್ಯರು, ಅಧಿಕಾರಿಗಳು ಹಾಗೂ ಗ್ರಾಮಸ್ಥರು ಕಾರ್ಯಕ್ರಮದಲ್ಲಿ ಪಾಲ್ಗೊಂಡಿದ್ದರು. [318, 610, 406, 638]
assault-kicker-band [312, 646, 650, 664]
assault-caption: ಹಲ್ಲೆಗೊಳಗಾದ ವ್ಯಕ್ತಿ. [445, 776, 497, 785]
lead-col-5: ಪ್ರಮುಖವಾಗಿ ಬಲಗೈ ಸಮುದಾಯದ ಪ್ರಮಾಣವನ್ನು ಕಡಿಮೆ ತೋರಿಸಲಾಗಿದೆ ಎಂದು ಆರೋಪಿಸಿದರು. ಈ ಕುರಿತು ಸರ್ಕಾರ ಗಂಭೀರವಾಗಿ ಪರಿಗಣಿಸಬೇಕು. ಪ್ರತಿಭಟನಾಕಾರರು ತಾಲ್ಲೂಕು ಕಚೇರಿ ಮುಂಭಾಗ ಕೆಲ ಕಾಲ ಧರಣಿ ನಡೆಸಿದರು. ನಂತರ ಮನವಿ ಸ್ವೀಕರಿಸಿದ ತಹಸೀಲ್ದಾರ್ ಸರ್ಕಾರಕ್ಕೆ ತಲುಪಿಸುವ ಭರವಸೆ ನೀಡಿದರು. [540, 300, 648, 375]
divider [58, 440, 900, 442]
